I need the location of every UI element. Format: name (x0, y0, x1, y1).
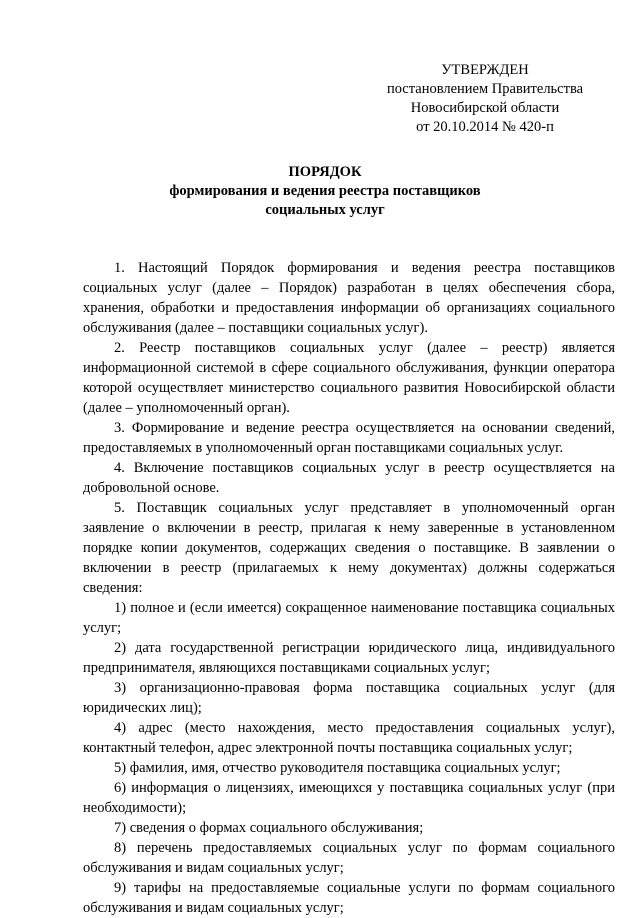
approval-date-number: от 20.10.2014 № 420-п (416, 119, 554, 135)
list-item-3: 3) организационно-правовая форма поставщика социальных услуг (для юридических лиц); (83, 680, 615, 716)
approval-region: Новосибирской области (410, 100, 560, 116)
list-item-5: 5) фамилия, имя, отчество руководителя поставщика социальных услуг; (114, 760, 561, 776)
document-heading (100, 163, 550, 220)
paragraph-5: 5. Поставщик социальных услуг представляет в уполномоченный орган заявление о включении в реестр, прилагая к нему заверенные в установленном порядке копии документов, содержащих сведения о поставщике. В заявлении о включении в реестр (прилагаемых к нему документах) должны содержаться сведения: (83, 500, 615, 596)
list-item-4: 4) адрес (место нахождения, место предоставления социальных услуг), контактный телефон, адрес электронной почты поставщика социальных услуг; (83, 720, 615, 756)
document-subtitle-line-1: формирования и ведения реестра поставщиков (169, 183, 481, 199)
list-item-6: 6) информация о лицензиях, имеющихся у поставщика социальных услуг (при необходимости); (83, 780, 615, 816)
document-subtitle-line-2: социальных услуг (265, 202, 385, 218)
paragraph-3: 3. Формирование и ведение реестра осуществляется на основании сведений, предоставляемых в уполномоченный орган поставщиками социальных услуг. (83, 420, 615, 456)
document-title: ПОРЯДОК (288, 164, 362, 180)
approval-title: УТВЕРЖДЕН (441, 62, 529, 78)
document-body (83, 258, 615, 918)
list-item-2: 2) дата государственной регистрации юридического лица, индивидуального предпринимателя, являющихся поставщиками социальных услуг; (83, 640, 615, 676)
list-item-7: 7) сведения о формах социального обслуживания; (114, 820, 424, 836)
list-item-1: 1) полное и (если имеется) сокращенное наименование поставщика социальных услуг; (83, 600, 615, 636)
paragraph-2: 2. Реестр поставщиков социальных услуг (далее – реестр) является информационной системой в сфере социального обслуживания, функции оператора которой осуществляет министерство социального развития Новосибирской области (далее – уполномоченный орган). (83, 340, 615, 416)
list-item-8: 8) перечень предоставляемых социальных услуг по формам социального обслуживания и видам социальных услуг; (83, 840, 615, 876)
paragraph-4: 4. Включение поставщиков социальных услуг в реестр осуществляется на добровольной основе. (83, 460, 615, 496)
list-item-9: 9) тарифы на предоставляемые социальные услуги по формам социального обслуживания и видам социальных услуг; (83, 880, 615, 916)
approval-stamp (370, 61, 600, 137)
paragraph-1: 1. Настоящий Порядок формирования и ведения реестра поставщиков социальных услуг (далее – Порядок) разработан в целях обеспечения сбора, хранения, обработки и предоставления информации об организациях социального обслуживания (далее – поставщики социальных услуг). (83, 260, 615, 336)
approval-authority: постановлением Правительства (386, 81, 584, 97)
